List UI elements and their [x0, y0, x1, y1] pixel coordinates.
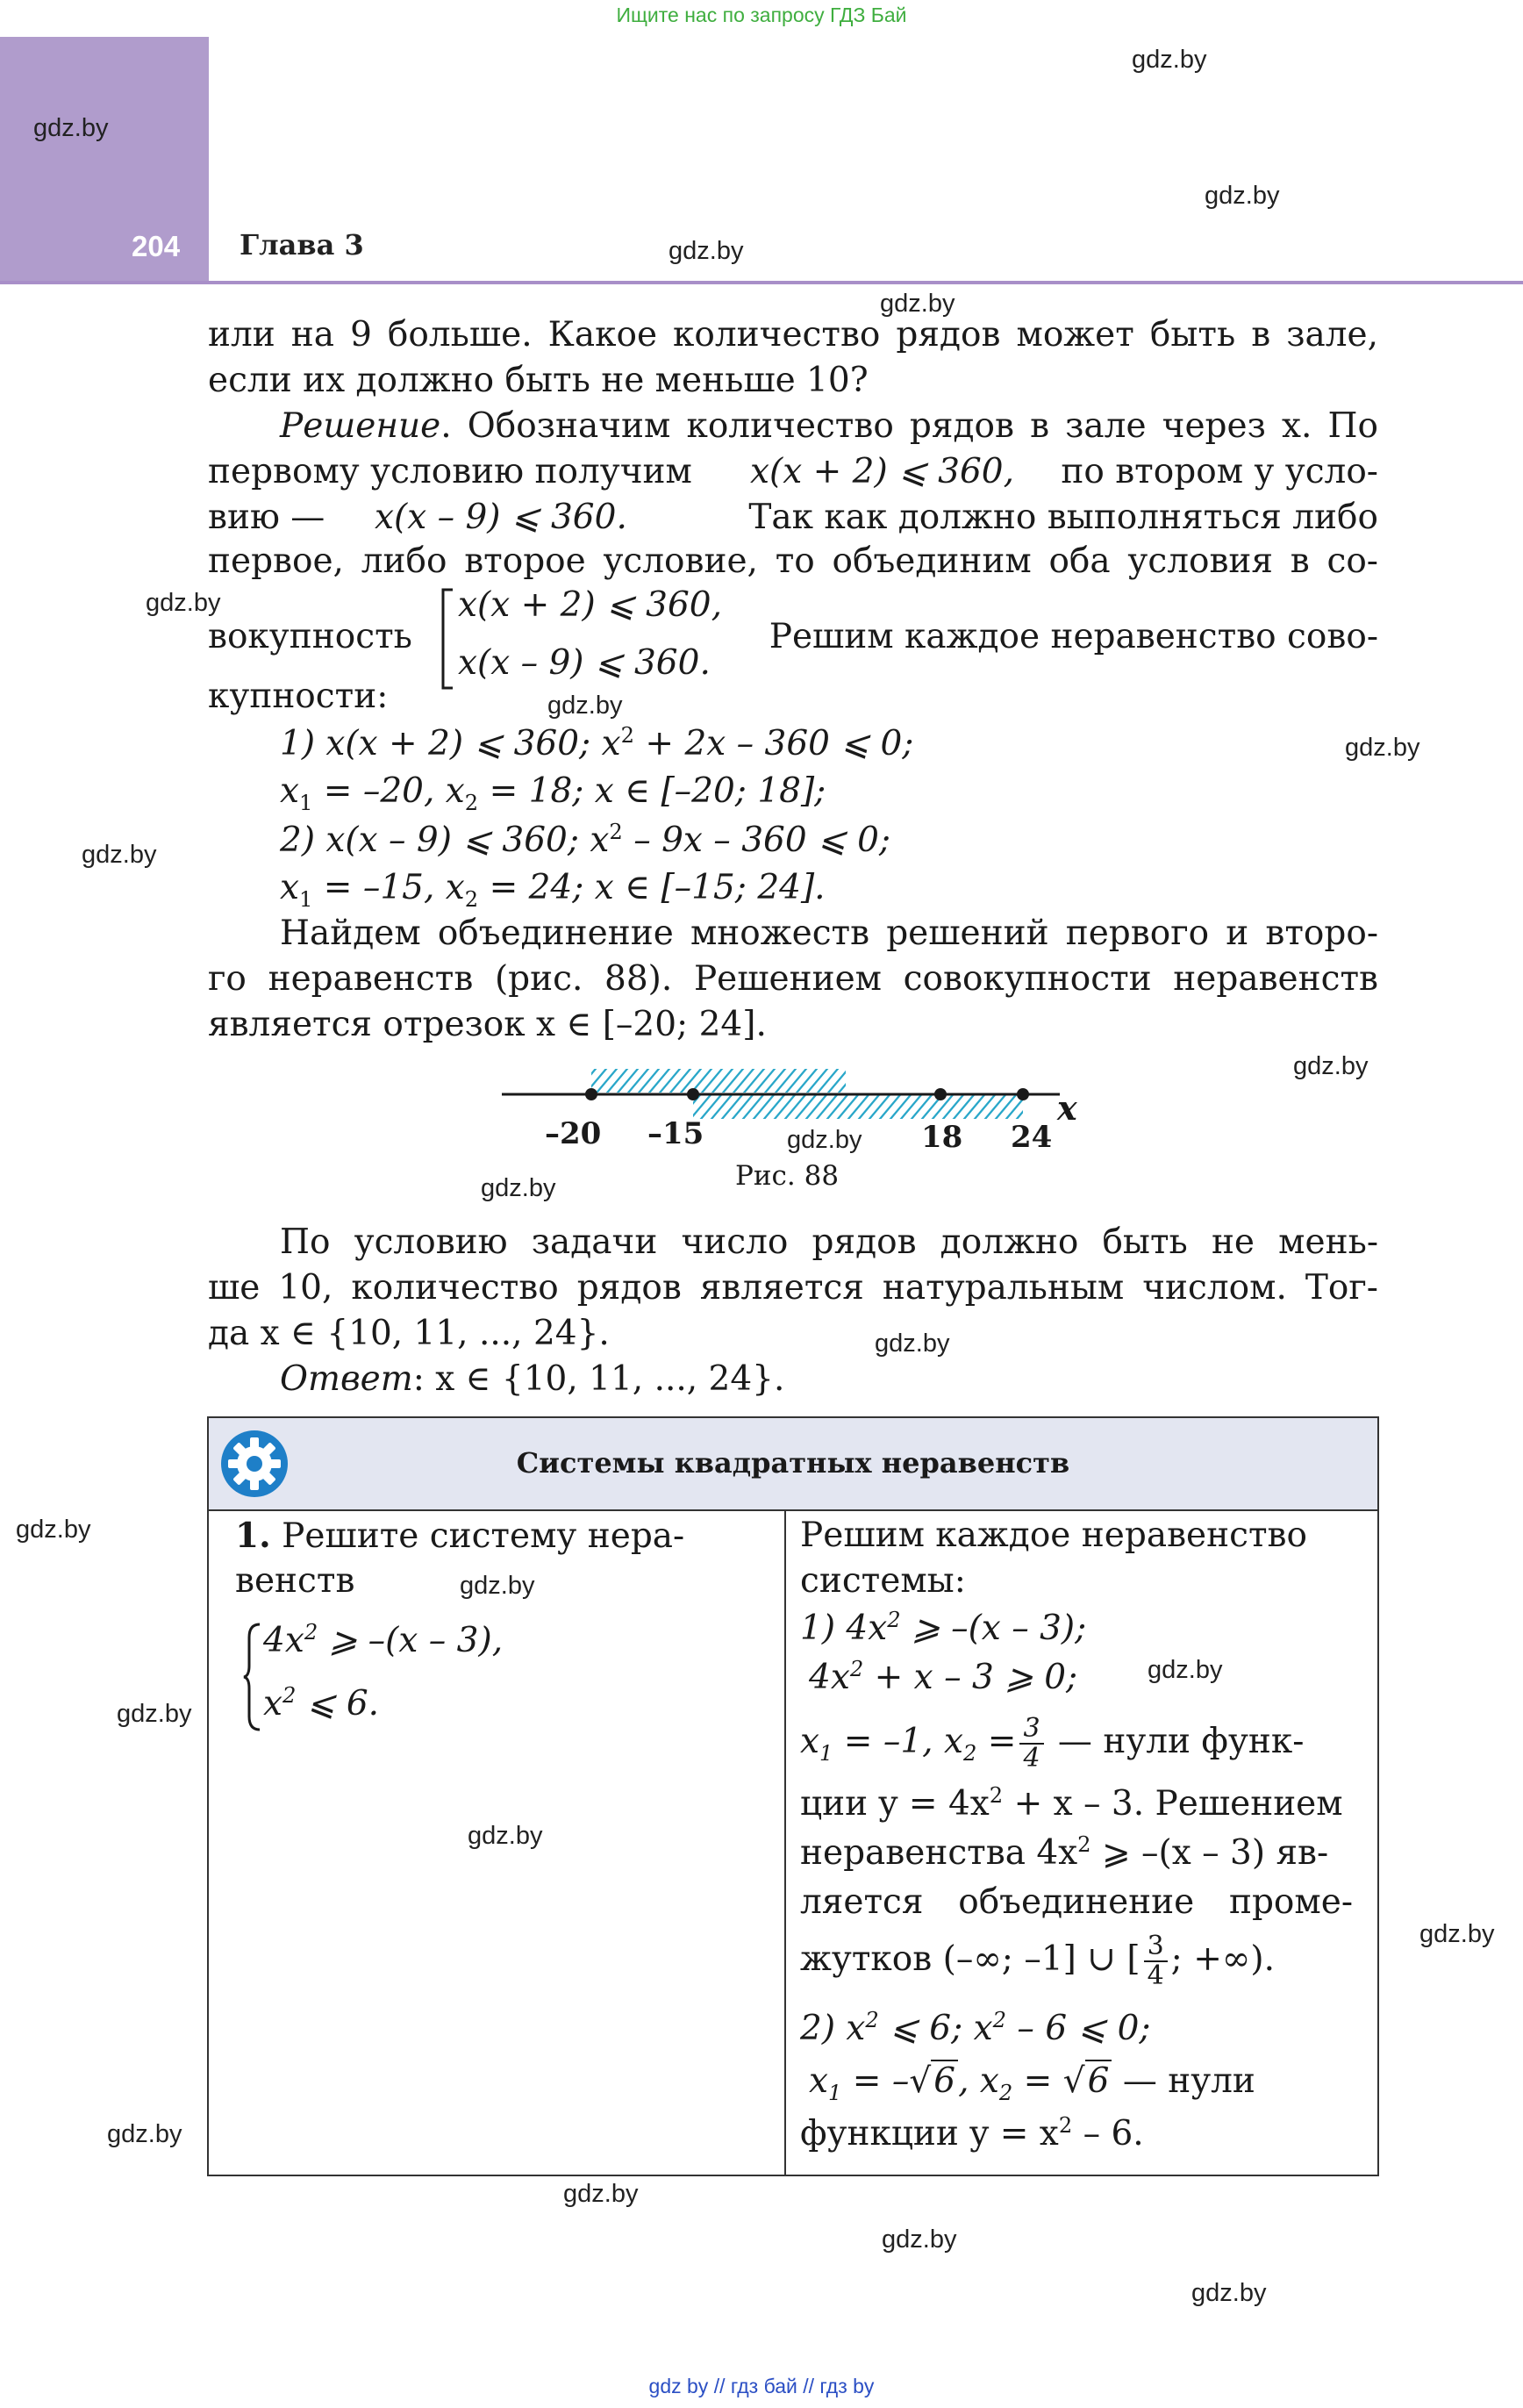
watermark: gdz.by [1191, 2279, 1267, 2307]
footer-links[interactable]: gdz by // гдз бай // гдз by [648, 2375, 875, 2397]
hatch-region-1 [591, 1069, 846, 1093]
point-24 [1017, 1088, 1029, 1100]
hatch-region-2 [693, 1095, 1023, 1119]
text-line: является отрезок x ∈ [–20; 24]. [208, 1005, 767, 1044]
math-expr: x [280, 868, 299, 907]
math-expr: жутков (–∞; –1] ∪ [ [800, 1939, 1140, 1979]
right-line: 1) $4x^2$ ⩾ –(x – 3); [800, 1608, 1087, 1648]
watermark: gdz.by [1148, 1656, 1223, 1684]
right-line: функции $y = x^2 - 6$. [800, 2113, 1144, 2154]
text-span: по втором у усло- [1061, 452, 1378, 491]
math-expr: x [800, 1722, 819, 1761]
text-span: Решим каждое неравенство сово- [769, 617, 1378, 656]
watermark: gdz.by [787, 1126, 862, 1154]
task-line [235, 1513, 684, 1559]
text-span: — нули [1112, 2061, 1255, 2101]
right-line: неравенства $4x^2$ ⩾ –(x – 3) яв- [800, 1832, 1329, 1873]
text-span: — нули функ- [1047, 1722, 1305, 1761]
math-expr: x(x + 2) ⩽ 360, [750, 452, 1015, 491]
watermark: gdz.by [146, 589, 221, 617]
system-brace [242, 1622, 263, 1732]
math-expr: ⩽ 6. [296, 1684, 380, 1724]
tick-label: 24 [1011, 1120, 1053, 1155]
math-expr: 2) x [800, 2009, 866, 2048]
right-line [800, 1932, 1275, 1990]
watermark: gdz.by [547, 692, 623, 720]
math-expr: 4x [809, 1658, 850, 1697]
watermark: gdz.by [468, 1822, 543, 1850]
watermark: gdz.by [875, 1329, 950, 1358]
fraction-den: 4 [1147, 1960, 1164, 1991]
text-line: если их должно быть не меньше 10? [208, 361, 869, 400]
sqrt-radicand: 6 [931, 2060, 958, 2101]
math-expr: = –20, x [312, 771, 465, 811]
system-line-1: $4x^2$ ⩾ –(x – 3), [263, 1620, 504, 1660]
math-expr: = –15, x [312, 868, 465, 907]
math-expr: – 9x – 360 ⩽ 0; [622, 821, 891, 860]
watermark: gdz.by [563, 2180, 639, 2208]
fraction [1019, 1715, 1043, 1773]
math-expr: = –1, x [833, 1722, 963, 1761]
solution-roots-1: $x_1 = -20$, $x_2 = 18$; x ∈ [–20; 18]; [280, 771, 826, 815]
math-expr: x(x – 9) ⩽ 360. [375, 498, 627, 537]
point-minus-20 [585, 1088, 597, 1100]
math-expr: ⩾ –(x – 3), [318, 1621, 504, 1660]
math-expr: x [263, 1684, 282, 1724]
math-expr: неравенства 4x [800, 1833, 1078, 1873]
tick-label: 18 [921, 1120, 963, 1155]
sqrt-radicand: 6 [1085, 2060, 1112, 2101]
watermark: gdz.by [1132, 46, 1207, 74]
system-line-2: $x^2$ ⩽ 6. [263, 1683, 380, 1724]
math-expr: 1) x(x + 2) ⩽ 360; x [280, 724, 621, 763]
watermark: gdz.by [107, 2120, 182, 2148]
fraction [1144, 1932, 1168, 1990]
tick-label: –20 [545, 1116, 602, 1151]
math-expr: = 18; x ∈ [–20; 18]; [478, 771, 826, 811]
math-expr: – 6 ⩽ 0; [1006, 2009, 1151, 2048]
watermark: gdz.by [669, 237, 744, 265]
watermark: gdz.by [33, 114, 109, 142]
text-line: ше 10, количество рядов является натуральным числом. Тог- [208, 1268, 1378, 1308]
text-line: первое, либо второе условие, то объединим оба условия в со- [208, 541, 1378, 581]
watermark: gdz.by [1205, 182, 1280, 210]
math-expr: – 6. [1072, 2114, 1144, 2154]
info-box-header [209, 1418, 1377, 1511]
text-span: Решите систему нера- [270, 1516, 685, 1556]
right-line: 2) $x^2$ ⩽ 6; $x^2 - 6$ ⩽ 0; [800, 2008, 1151, 2048]
math-expr: функции y = x [800, 2114, 1059, 2154]
math-expr: + x – 3 ⩾ 0; [863, 1658, 1078, 1697]
fraction-den: 4 [1023, 1743, 1040, 1774]
right-line: ции $y = 4x^2 + x - 3$. Решением [800, 1783, 1343, 1824]
math-expr: = 24; x ∈ [–15; 24]. [478, 868, 826, 907]
figure-caption: Рис. 88 [735, 1160, 840, 1192]
task-number: 1. [235, 1516, 271, 1556]
math-expr: , x [958, 2061, 999, 2101]
math-expr: ⩾ –(x – 3) яв- [1090, 1833, 1329, 1873]
math-expr: + x – 3. Решением [1003, 1784, 1343, 1824]
math-expr: = [1012, 2061, 1063, 2101]
solution-roots-2: $x_1 = -15$, $x_2 = 24$; x ∈ [–15; 24]. [280, 868, 826, 912]
info-box [207, 1416, 1379, 2176]
set-line-1: x(x + 2) ⩽ 360, [458, 585, 723, 625]
math-expr: ⩾ –(x – 3); [900, 1609, 1087, 1648]
math-expr: 2) x(x – 9) ⩽ 360; x [280, 821, 610, 860]
page-number: 204 [132, 230, 181, 262]
text-line: го неравенств (рис. 88). Решением совокупности неравенств [208, 959, 1378, 999]
text-span: вокупность [208, 617, 412, 656]
text-span: Так как должно выполняться либо [748, 498, 1378, 537]
text-line: Найдем объединение множеств решений первого и второ- [280, 914, 1378, 953]
solution-step-1: 1) x(x + 2) ⩽ 360; $x^2 + 2x - 360$ ⩽ 0; [280, 723, 914, 763]
solution-label: Решение [280, 406, 441, 446]
text-line: или на 9 больше. Какое количество рядов может быть в зале, [208, 315, 1378, 355]
math-expr: 1) 4x [800, 1609, 888, 1648]
math-expr: ⩽ 6; x [878, 2009, 993, 2048]
math-expr: x [809, 2061, 828, 2101]
right-line: $x_1 = -1$, $x_2$ = $\frac{3}{4}$ — нули функ- [800, 1713, 1305, 1774]
watermark: gdz.by [1293, 1052, 1369, 1080]
fraction-num: 3 [1019, 1715, 1043, 1745]
math-expr: ; +∞). [1170, 1939, 1275, 1979]
text-line [208, 449, 1378, 495]
text-line: По условию задачи число рядов должно быть не мень- [280, 1222, 1378, 1262]
axis-x-label: x [1057, 1088, 1077, 1128]
tick-label: –15 [647, 1116, 704, 1151]
right-line: ляется объединение проме- [800, 1882, 1353, 1922]
right-line: системы: [800, 1561, 966, 1601]
right-line: $4x^2 + x - 3$ ⩾ 0; [809, 1657, 1078, 1697]
right-line: $x_1 = -√6$, $x_2 = √6$ — нули [809, 2061, 1255, 2105]
watermark: gdz.by [481, 1174, 556, 1202]
right-line: Решим каждое неравенство [800, 1516, 1307, 1555]
info-box-title: Системы квадратных неравенств [516, 1446, 1070, 1480]
watermark: gdz.by [1345, 734, 1420, 762]
chapter-title: Глава 3 [240, 228, 364, 262]
solution-step-2: 2) x(x – 9) ⩽ 360; $x^2 - 9x - 360$ ⩽ 0; [280, 820, 891, 860]
watermark: gdz.by [880, 290, 955, 318]
text-span: первому условию получим [208, 452, 692, 491]
watermark: gdz.by [16, 1516, 91, 1544]
watermark: gdz.by [82, 841, 157, 869]
answer-line [208, 1357, 1378, 1402]
top-banner-note: Ищите нас по запросу ГДЗ Бай [616, 4, 907, 26]
answer-label: Ответ [280, 1359, 413, 1399]
text-line [208, 404, 1378, 449]
text-line: купности: [208, 677, 389, 716]
math-expr: ции y = 4x [800, 1784, 990, 1824]
watermark: gdz.by [117, 1700, 192, 1728]
point-18 [934, 1088, 947, 1100]
watermark: gdz.by [460, 1572, 535, 1600]
math-expr: + 2x – 360 ⩽ 0; [633, 724, 914, 763]
point-minus-15 [687, 1088, 699, 1100]
text-line [208, 495, 1378, 541]
math-expr: 4x [263, 1621, 304, 1660]
text-span: : x ∈ {10, 11, ..., 24}. [412, 1359, 785, 1399]
column-divider [784, 1509, 786, 2176]
math-expr: = [976, 1722, 1017, 1761]
text-span: . Обозначим количество рядов в зале через x. По [440, 406, 1378, 446]
math-expr: = – [841, 2061, 910, 2101]
watermark: gdz.by [882, 2225, 957, 2254]
watermark: gdz.by [1419, 1920, 1495, 1948]
math-expr: x [280, 771, 299, 811]
text-span: вию — [208, 498, 325, 537]
text-line [208, 614, 1378, 660]
set-line-2: x(x – 9) ⩽ 360. [458, 643, 711, 683]
header-rule [0, 281, 1523, 284]
fraction-num: 3 [1144, 1932, 1168, 1962]
text-line: да x ∈ {10, 11, ..., 24}. [208, 1314, 610, 1353]
task-line: венств [235, 1561, 355, 1601]
